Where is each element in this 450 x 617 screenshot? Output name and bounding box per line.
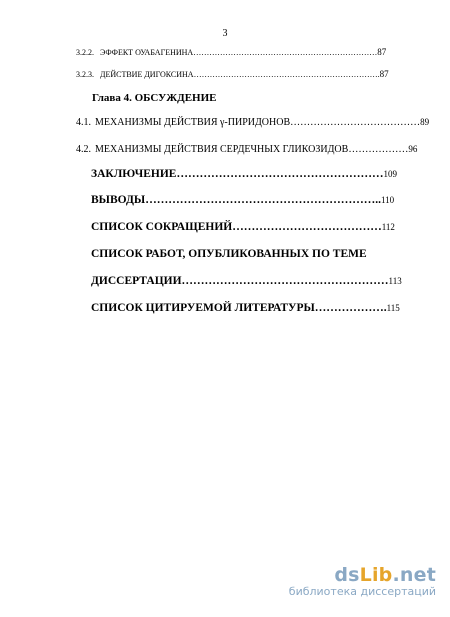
toc-entry-conclusion[interactable] xyxy=(91,169,397,181)
toc-entry-number: 3.2.3. xyxy=(76,70,94,79)
toc-leader-dots: ……………………………………………………………. xyxy=(193,70,380,79)
toc-page-number: 89 xyxy=(420,117,430,127)
toc-leader-dots: ………………………………… xyxy=(232,221,382,233)
toc-page-number: 87 xyxy=(377,47,387,57)
toc-entry-references[interactable] xyxy=(91,303,400,315)
toc-entry-title: ДИССЕРТАЦИИ xyxy=(91,275,182,287)
toc-entry-title: СПИСОК ЦИТИРУЕМОЙ ЛИТЕРАТУРЫ xyxy=(91,302,315,314)
toc-entry-4-2[interactable] xyxy=(76,145,417,155)
toc-page-number: 109 xyxy=(383,169,397,179)
toc-leader-dots: ……………… xyxy=(348,144,409,155)
toc-page-number: 96 xyxy=(408,144,418,154)
toc-entry-title: СПИСОК СОКРАЩЕНИЙ xyxy=(91,221,233,233)
toc-page-number: 110 xyxy=(380,195,395,205)
toc-page-number: 115 xyxy=(386,303,400,313)
toc-entry-title: ЗАКЛЮЧЕНИЕ xyxy=(91,168,177,180)
toc-entry-4-1[interactable] xyxy=(76,118,429,128)
toc-entry-title: МЕХАНИЗМЫ ДЕЙСТВИЯ СЕРДЕЧНЫХ ГЛИКОЗИДОВ xyxy=(95,144,349,155)
toc-leader-dots: ……………………………………………… xyxy=(181,275,389,287)
toc-entry-title: ВЫВОДЫ xyxy=(91,194,146,206)
toc-entry-title: ЭФФЕКТ ОУАБАГЕНИНА xyxy=(100,48,194,57)
toc-leader-dots: ………………. xyxy=(314,302,387,314)
toc-entry-number: 3.2.2. xyxy=(76,48,94,57)
watermark-subtitle: библиотека диссертаций xyxy=(288,585,436,598)
toc-leader-dots: …………………………………………………….. xyxy=(145,194,381,206)
toc-entry-number: 4.2. xyxy=(76,144,91,155)
toc-entry-3-2-2[interactable] xyxy=(76,48,386,57)
toc-entry-number: 4.1. xyxy=(76,117,91,128)
toc-entry-abbreviations[interactable] xyxy=(91,222,395,234)
toc-entry-title: МЕХАНИЗМЫ ДЕЙСТВИЯ γ-ПИРИДОНОВ xyxy=(95,117,291,128)
watermark xyxy=(289,566,436,599)
watermark-logo: dsLib.net xyxy=(334,564,436,586)
toc-page-number: 112 xyxy=(381,222,395,232)
toc-leader-dots: ……………………………………………… xyxy=(176,168,384,180)
toc-page-number: 113 xyxy=(388,276,402,286)
toc-entry-title: ДЕЙСТВИЕ ДИГОКСИНА xyxy=(100,70,194,79)
toc-entry-publications-line2[interactable] xyxy=(91,276,402,288)
toc-entry-findings[interactable] xyxy=(91,195,394,207)
chapter-4-heading[interactable]: Глава 4. ОБСУЖДЕНИЕ xyxy=(92,92,217,104)
toc-leader-dots: …………………………………………………………… xyxy=(193,48,378,57)
toc-page-number: 87 xyxy=(379,69,389,79)
toc-entry-publications-line1[interactable]: СПИСОК РАБОТ, ОПУБЛИКОВАННЫХ ПО ТЕМЕ xyxy=(91,248,367,260)
toc-entry-3-2-3[interactable] xyxy=(76,70,389,79)
page-number: 3 xyxy=(222,28,228,39)
toc-leader-dots: ………………………………… xyxy=(290,117,421,128)
